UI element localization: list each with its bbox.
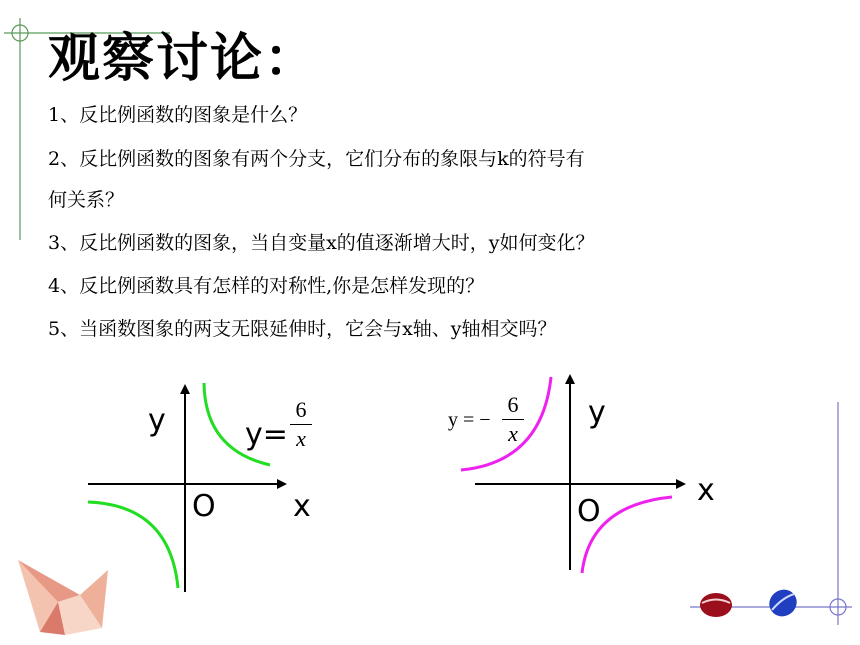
- question-5: 5、当函数图象的两支无限延伸时，它会与x轴、y轴相交吗？: [48, 318, 557, 340]
- graph-right-equation-lhs: y = −: [448, 409, 491, 431]
- graph-left-equation-lhs: y=: [245, 417, 288, 452]
- graph-right-x-label: x: [697, 473, 715, 508]
- graph-left-x-label: x: [293, 489, 311, 524]
- question-3: 3、反比例函数的图象，当自变量x的值逐渐增大时，y如何变化？: [48, 232, 595, 254]
- question-2-continued: 何关系？: [48, 189, 125, 211]
- graph-right-denominator: x: [508, 421, 518, 446]
- graph-right-numerator: 6: [507, 392, 519, 417]
- graph-left-origin-label: O: [192, 489, 216, 524]
- graph-right-y-arrow: [565, 374, 575, 384]
- graph-right-x-arrow: [676, 479, 686, 489]
- question-2: 2、反比例函数的图象有两个分支，它们分布的象限与k的符号有: [48, 148, 585, 170]
- graph-left-y-label: y: [148, 403, 166, 438]
- graph-left-denominator: x: [296, 426, 306, 451]
- graph-right-origin-label: O: [577, 494, 601, 529]
- page-title: 观察讨论：: [48, 29, 319, 89]
- graph-left-numerator: 6: [295, 397, 307, 422]
- question-1: 1、反比例函数的图象是什么？: [48, 104, 308, 126]
- graph-right-equation-fraction: [502, 393, 524, 446]
- graph-right-y-label: y: [588, 395, 606, 430]
- question-4: 4、反比例函数具有怎样的对称性,你是怎样发现的？: [48, 275, 485, 297]
